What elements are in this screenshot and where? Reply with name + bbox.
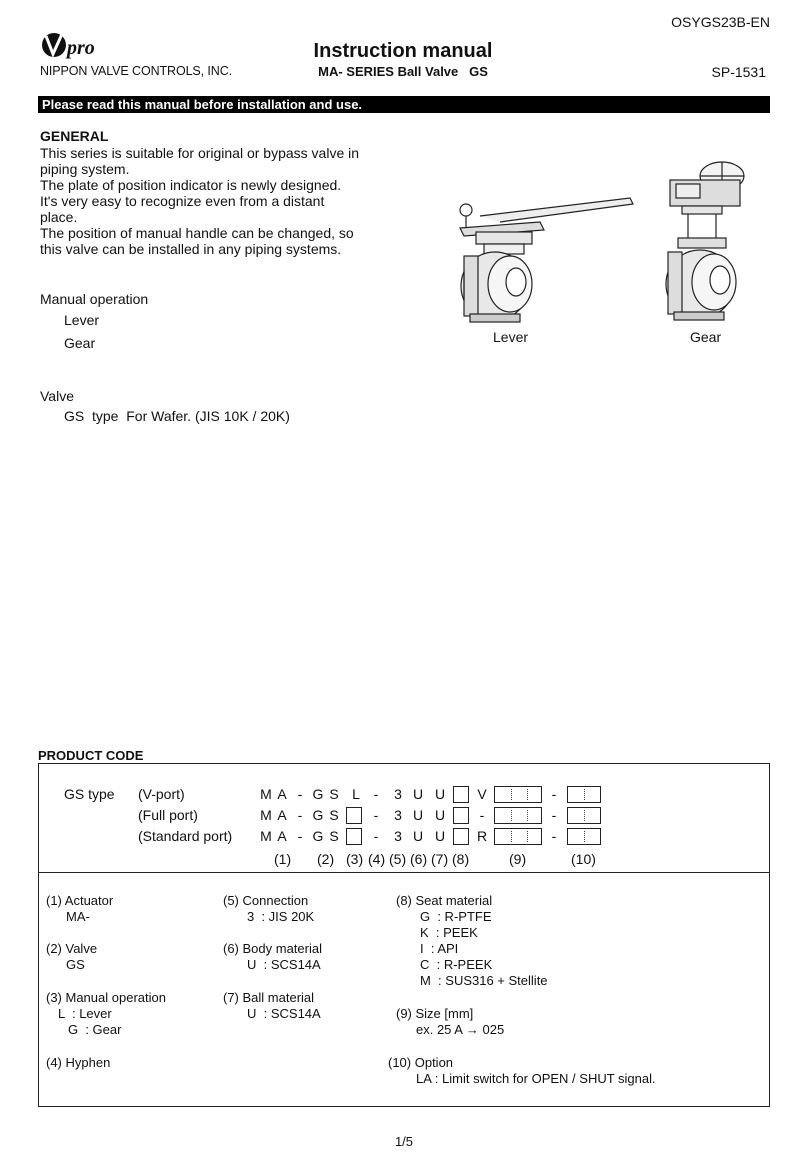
code-char: 3: [394, 786, 402, 802]
legend-title: (2) Valve: [46, 941, 98, 956]
legend-line: G : Gear: [68, 1022, 122, 1037]
legend-title: (6) Body material: [223, 941, 322, 956]
code-row-vport: [0, 786, 808, 804]
option-box: [567, 807, 601, 824]
legend-line: 3 : JIS 20K: [247, 909, 315, 924]
code-row-label: (Full port): [138, 807, 198, 823]
legend-body: [223, 941, 322, 973]
code-index: (4): [368, 851, 386, 867]
lever-valve-illustration: [440, 176, 640, 326]
legend-line: ex. 25 A → 025: [416, 1022, 505, 1037]
legend-line: MA-: [66, 909, 90, 924]
code-char: U: [434, 786, 446, 802]
general-line: this valve can be installed in any piping systems.: [40, 241, 342, 257]
general-line: piping system.: [40, 161, 130, 177]
legend-line: M : SUS316 + Stellite: [420, 973, 548, 988]
code-char: U: [434, 828, 446, 844]
code-index-row: [0, 851, 808, 869]
code-index: (8): [452, 851, 470, 867]
lever-caption: Lever: [493, 329, 529, 345]
company-name: NIPPON VALVE CONTROLS, INC.: [40, 64, 233, 78]
code-char: M: [260, 828, 272, 844]
code-index: (6): [410, 851, 428, 867]
code-index: (10): [571, 851, 596, 867]
code-char: -: [297, 828, 303, 844]
product-code-heading: PRODUCT CODE: [38, 748, 144, 763]
code-row-fullport: [0, 807, 808, 825]
code-char: -: [479, 807, 485, 823]
legend-hyphen: [46, 1055, 110, 1071]
code-box-blank: [453, 807, 469, 824]
code-char: -: [297, 807, 303, 823]
code-char: U: [412, 786, 424, 802]
code-char: -: [373, 807, 379, 823]
legend-size: [396, 1006, 504, 1038]
code-index: (7): [431, 851, 449, 867]
code-char: S: [329, 807, 339, 823]
legend-title: (5) Connection: [223, 893, 309, 908]
legend-line: G : R-PTFE: [420, 909, 492, 924]
code-char: U: [412, 828, 424, 844]
legend-title: (3) Manual operation: [46, 990, 166, 1005]
legend-title: (9) Size [mm]: [396, 1006, 474, 1021]
code-char: A: [277, 828, 287, 844]
code-char: M: [260, 786, 272, 802]
code-char: V: [477, 786, 487, 802]
legend-line: U : SCS14A: [247, 1006, 321, 1021]
legend-valve: [46, 941, 97, 973]
legend-line: I : API: [420, 941, 459, 956]
code-char: M: [260, 807, 272, 823]
code-box-blank: [453, 828, 469, 845]
legend-title: (1) Actuator: [46, 893, 114, 908]
gear-caption: Gear: [690, 329, 722, 345]
size-box: [494, 786, 542, 803]
gs-type-label: GS type: [64, 786, 115, 802]
code-char: 3: [394, 807, 402, 823]
legend-line: L : Lever: [58, 1006, 112, 1021]
vpro-logo: [40, 30, 110, 62]
code-row-standardport: [0, 828, 808, 846]
gear-valve-illustration: [660, 160, 760, 326]
manual-operation-lever: Lever: [64, 312, 100, 328]
code-index: (2): [317, 851, 335, 867]
valve-type: GS type For Wafer. (JIS 10K / 20K): [64, 408, 290, 424]
code-index: (1): [274, 851, 292, 867]
legend-line: K : PEEK: [420, 925, 478, 940]
size-box: [494, 807, 542, 824]
valve-heading: Valve: [40, 388, 74, 404]
code-char: 3: [394, 828, 402, 844]
general-text: [40, 145, 370, 257]
code-char: R: [476, 828, 488, 844]
code-index: (5): [389, 851, 407, 867]
code-char: U: [412, 807, 424, 823]
notice-banner: Please read this manual before installation and use.: [38, 96, 770, 113]
sp-number: SP-1531: [711, 64, 766, 80]
manual-operation-gear: Gear: [64, 335, 96, 351]
code-char: G: [312, 786, 324, 802]
size-box: [494, 828, 542, 845]
code-char: A: [277, 786, 287, 802]
manual-op-box: [346, 828, 362, 845]
code-index: (3): [346, 851, 364, 867]
code-char: G: [312, 828, 324, 844]
legend-manual: [46, 990, 166, 1038]
legend-option: [388, 1055, 656, 1087]
general-line: This series is suitable for original or bypass valve in: [40, 145, 360, 161]
code-char: -: [373, 828, 379, 844]
code-index: (9): [509, 851, 527, 867]
manual-op-box: [346, 807, 362, 824]
general-heading: GENERAL: [40, 128, 109, 144]
code-char: L: [352, 786, 360, 802]
general-line: place.: [40, 209, 78, 225]
legend-line: U : SCS14A: [247, 957, 321, 972]
code-char: -: [373, 786, 379, 802]
legend-title: (8) Seat material: [396, 893, 493, 908]
code-box-blank: [453, 786, 469, 803]
manual-operation-heading: Manual operation: [40, 291, 149, 307]
legend-title: (4) Hyphen: [46, 1055, 111, 1070]
code-char: A: [277, 807, 287, 823]
code-char: U: [434, 807, 446, 823]
code-char: -: [551, 807, 557, 823]
legend-connection: [223, 893, 314, 925]
general-line: The plate of position indicator is newly designed.: [40, 177, 342, 193]
general-line: The position of manual handle can be changed, so: [40, 225, 354, 241]
code-char: -: [551, 786, 557, 802]
general-line: It's very easy to recognize even from a distant: [40, 193, 325, 209]
code-char: G: [312, 807, 324, 823]
document-id: OSYGS23B-EN: [671, 14, 770, 30]
legend-title: (7) Ball material: [223, 990, 315, 1005]
page-title: Instruction manual: [313, 40, 493, 62]
code-char: S: [329, 828, 339, 844]
legend-actuator: [46, 893, 113, 925]
legend-ball: [223, 990, 321, 1022]
legend-seat: [396, 893, 548, 989]
page-number: 1/5: [394, 1134, 414, 1149]
option-box: [567, 828, 601, 845]
code-char: -: [551, 828, 557, 844]
legend-line: C : R-PEEK: [420, 957, 493, 972]
code-char: -: [297, 786, 303, 802]
legend-line: GS: [66, 957, 85, 972]
product-code-divider: [38, 872, 770, 873]
option-box: [567, 786, 601, 803]
page-subtitle: MA- SERIES Ball Valve GS: [318, 64, 488, 79]
svg-text:pro: pro: [67, 37, 95, 59]
code-row-label: (Standard port): [138, 828, 233, 844]
code-row-label: (V-port): [138, 786, 185, 802]
legend-line: LA : Limit switch for OPEN / SHUT signal.: [416, 1071, 656, 1086]
code-char: S: [329, 786, 339, 802]
legend-title: (10) Option: [388, 1055, 454, 1070]
